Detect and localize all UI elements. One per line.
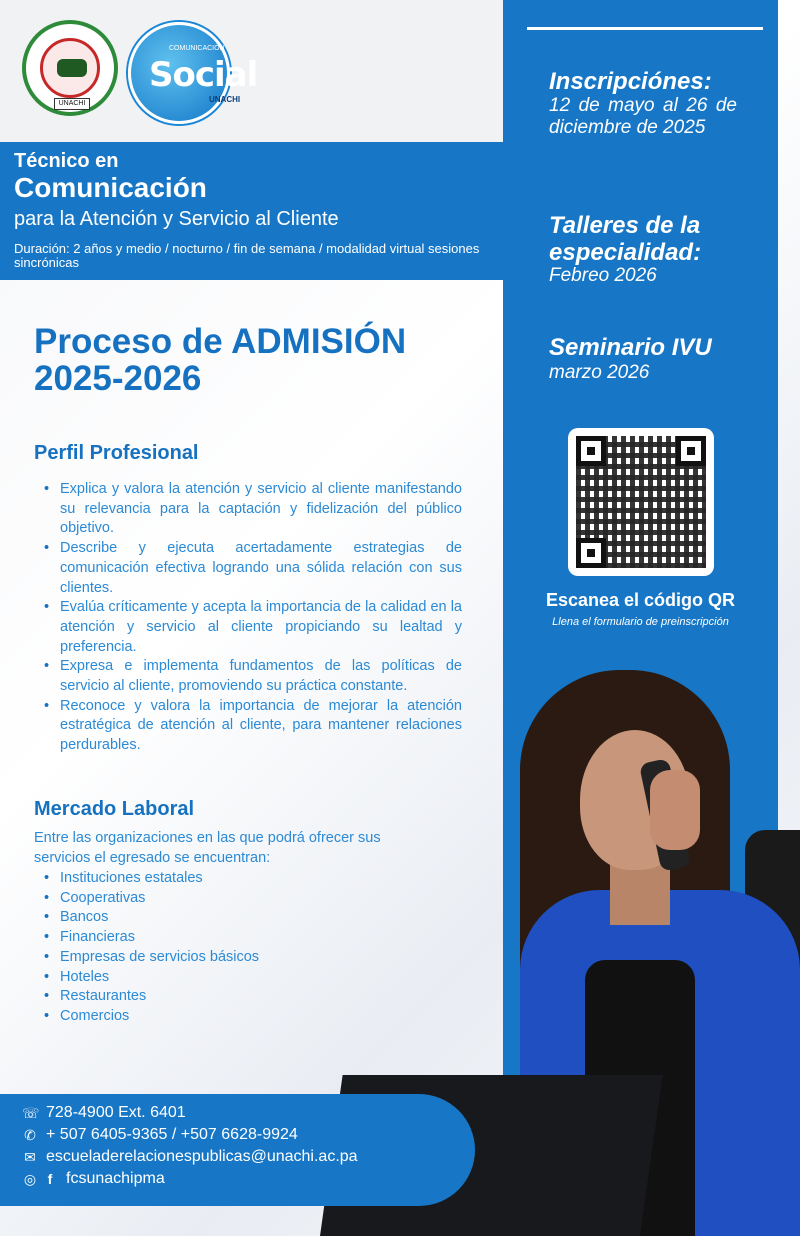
talleres-title: Talleres de la especialidad: — [549, 212, 702, 266]
qr-code[interactable] — [568, 428, 714, 576]
divider — [527, 27, 763, 30]
banner-subtitle: para la Atención y Servicio al Cliente — [14, 208, 339, 230]
banner-program-name: Comunicación — [14, 172, 207, 203]
list-item: • Comercios — [34, 1007, 434, 1027]
facebook-icon: f — [47, 1171, 53, 1187]
contact-phone[interactable]: ☏ 728-4900 Ext. 6401 — [22, 1104, 186, 1121]
mercado-intro: Entre las organizaciones en las que podrá ofrecer sus servicios el egresado se encuentran: — [34, 830, 381, 866]
logo-bar — [0, 0, 503, 142]
list-item: • Evalúa críticamente y acepta la importancia de la calidad en la atención y servicio al cliente propiciando su lealtad y preferencia. — [34, 598, 462, 657]
perfil-heading: Perfil Profesional — [34, 442, 199, 464]
list-item: • Reconoce y valora la importancia de mejorar la atención estratégica de atención al cliente, para mantener relaciones perdurables. — [34, 697, 462, 756]
contact-whatsapp[interactable]: ✆ + 507 6405-9365 / +507 6628-9924 — [22, 1124, 298, 1146]
unachi-seal-logo: UNACHI — [22, 20, 118, 116]
talleres-date: Febreo 2026 — [549, 265, 657, 286]
perfil-list — [34, 480, 462, 756]
contact-social[interactable]: ◎ f fcsunachipma — [23, 1170, 165, 1187]
list-item: • Restaurantes — [34, 987, 434, 1007]
list-item: • Expresa e implementa fundamentos de las políticas de servicio al cliente, promoviendo su práctica constante. — [34, 657, 462, 696]
seminario-title: Seminario IVU — [549, 334, 712, 361]
page-title: Proceso de ADMISIÓN 2025-2026 — [34, 322, 407, 398]
list-item: • Hoteles — [34, 968, 434, 988]
list-item: • Explica y valora la atención y servicio al cliente manifestando su relevancia para la captación y fidelización del público objetivo. — [34, 480, 462, 539]
banner-duration: Duración: 2 años y medio / nocturno / fin de semana / modalidad virtual sesiones sincrónicas — [14, 241, 480, 270]
list-item: • Empresas de servicios básicos — [34, 948, 434, 968]
qr-title: Escanea el código QR — [545, 590, 736, 610]
list-item: • Cooperativas — [34, 889, 434, 909]
mercado-list — [34, 869, 434, 1027]
contact-email[interactable]: ✉ escueladerelacionespublicas@unachi.ac.pa — [22, 1146, 358, 1168]
program-banner — [0, 142, 503, 280]
list-item: • Describe y ejecuta acertadamente estrategias de comunicación efectiva logrando una sólida relación con sus clientes. — [34, 539, 462, 598]
inscripciones-dates: 12 de mayo al 26 de diciembre de 2025 — [549, 95, 737, 138]
inscripciones-title: Inscripciónes: — [549, 68, 712, 95]
mercado-heading: Mercado Laboral — [34, 798, 195, 820]
list-item: • Instituciones estatales — [34, 869, 434, 889]
list-item: • Bancos — [34, 908, 434, 928]
contact-bar — [0, 1094, 475, 1206]
qr-subtitle: Llena el formulario de preinscripción — [552, 616, 729, 628]
phone-icon: ☏ — [22, 1105, 40, 1121]
instagram-icon: ◎ — [23, 1171, 37, 1187]
social-communication-logo: COMUNICACIÓN Social UNACHI — [128, 22, 230, 124]
list-item: • Financieras — [34, 928, 434, 948]
email-icon: ✉ — [24, 1149, 36, 1165]
seminario-date: marzo 2026 — [549, 362, 650, 383]
banner-line-1: Técnico en — [14, 150, 119, 172]
whatsapp-icon: ✆ — [24, 1127, 36, 1143]
